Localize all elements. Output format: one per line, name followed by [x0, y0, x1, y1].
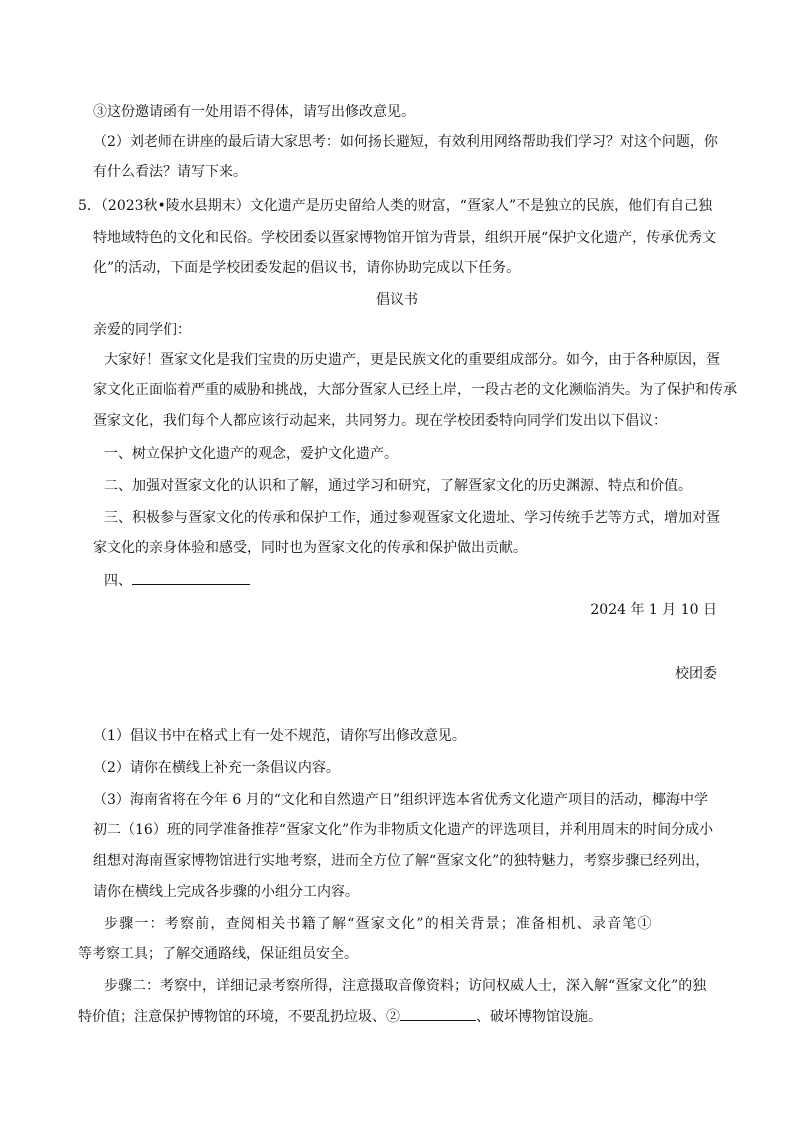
proposal-paragraph-1-line-1: 大家好！疍家文化是我们宝贵的历史遗产，更是民族文化的重要组成部分。如今，由于各种原因，疍: [104, 352, 720, 368]
proposal-paragraph-1-line-3: 疍家文化，我们每个人都应该行动起来，共同努力。现在学校团委特向同学们发出以下倡议：: [93, 413, 667, 429]
step-2-blank[interactable]: [400, 1006, 476, 1021]
question-5-line-1: 5．（2023秋•陵水县期末）文化遗产是历史留给人类的财富，“疍家人”不是独立的民族，他们有自己独: [78, 198, 713, 214]
question-2-line-1: （2）刘老师在讲座的最后请大家思考：如何扬长避短，有效利用网络帮助我们学习？对这个问题，你: [93, 134, 718, 150]
step-1-line-2: 等考察工具；了解交通路线，保证组员安全。: [78, 946, 358, 962]
proposal-signer: 校团委: [675, 666, 717, 682]
proposal-item-3-line-1: 三、积极参与疍家文化的传承和保护工作，通过参观疍家文化遗址、学习传统手艺等方式，增加对疍: [104, 510, 720, 526]
proposal-paragraph-1-line-2: 家文化正面临着严重的威胁和挑战，大部分疍家人已经上岸，一段古老的文化濒临消失。为了保护和传承: [93, 382, 737, 398]
subquestion-3-line-4: 请你在横线上完成各步骤的小组分工内容。: [93, 884, 359, 900]
step-2-line-2-suffix: 、破坏博物馆设施。: [476, 1009, 602, 1025]
subquestion-3-line-1: （3）海南省将在今年 6 月的“文化和自然遗产日”组织评选本省优秀文化遗产项目的活动，椰海中学: [93, 792, 709, 808]
proposal-item-4-prefix: 四、: [104, 573, 132, 589]
step-2-line-1: 步骤二：考察中，详细记录考察所得，注意摄取音像资料；访问权威人士，深入解“疍家文化”的独: [104, 978, 707, 994]
proposal-greeting: 亲爱的同学们：: [93, 322, 191, 338]
question-5-line-2: 特地域特色的文化和民俗。学校团委以疍家博物馆开馆为背景，组织开展“保护文化遗产，传承优秀文: [93, 230, 717, 246]
subquestion-2: （2）请你在横线上补充一条倡议内容。: [93, 760, 340, 776]
question-5-line-3: 化”的活动，下面是学校团委发起的倡议书，请你协助完成以下任务。: [93, 260, 521, 276]
question-3-text: ③这份邀请函有一处用语不得体，请写出修改意见。: [93, 104, 415, 120]
step-2-line-2-prefix: 特价值；注意保护博物馆的环境，不要乱扔垃圾、②: [78, 1009, 400, 1025]
proposal-item-2: 二、加强对疍家文化的认识和了解，通过学习和研究，了解疍家文化的历史渊源、特点和价值。: [104, 478, 692, 494]
step-1-line-1: 步骤一：考察前，查阅相关书籍了解“疍家文化”的相关背景；准备相机、录音笔①: [104, 916, 653, 932]
proposal-date: 2024 年 1 月 10 日: [590, 602, 717, 618]
proposal-item-1: 一、树立保护文化遗产的观念，爱护文化遗产。: [104, 446, 398, 462]
subquestion-3-line-2: 初二（16）班的同学准备推荐“疍家文化”作为非物质文化遗产的评选项目，并利用周末的时间分成小: [93, 822, 714, 838]
subquestion-3-line-3: 组想对海南疍家博物馆进行实地考察，进而全方位了解“疍家文化”的独特魅力，考察步骤已经列出，: [93, 853, 710, 869]
question-2-line-2: 有什么看法？请写下来。: [93, 164, 247, 180]
proposal-item-4-blank[interactable]: [132, 570, 250, 585]
proposal-item-4: [104, 570, 250, 591]
step-2-line-2: [78, 1006, 602, 1027]
subquestion-1: （1）倡议书中在格式上有一处不规范，请你写出修改意见。: [93, 728, 466, 744]
proposal-item-3-line-2: 家文化的亲身体验和感受，同时也为疍家文化的传承和保护做出贡献。: [93, 540, 527, 556]
proposal-title: 倡议书: [376, 292, 418, 308]
